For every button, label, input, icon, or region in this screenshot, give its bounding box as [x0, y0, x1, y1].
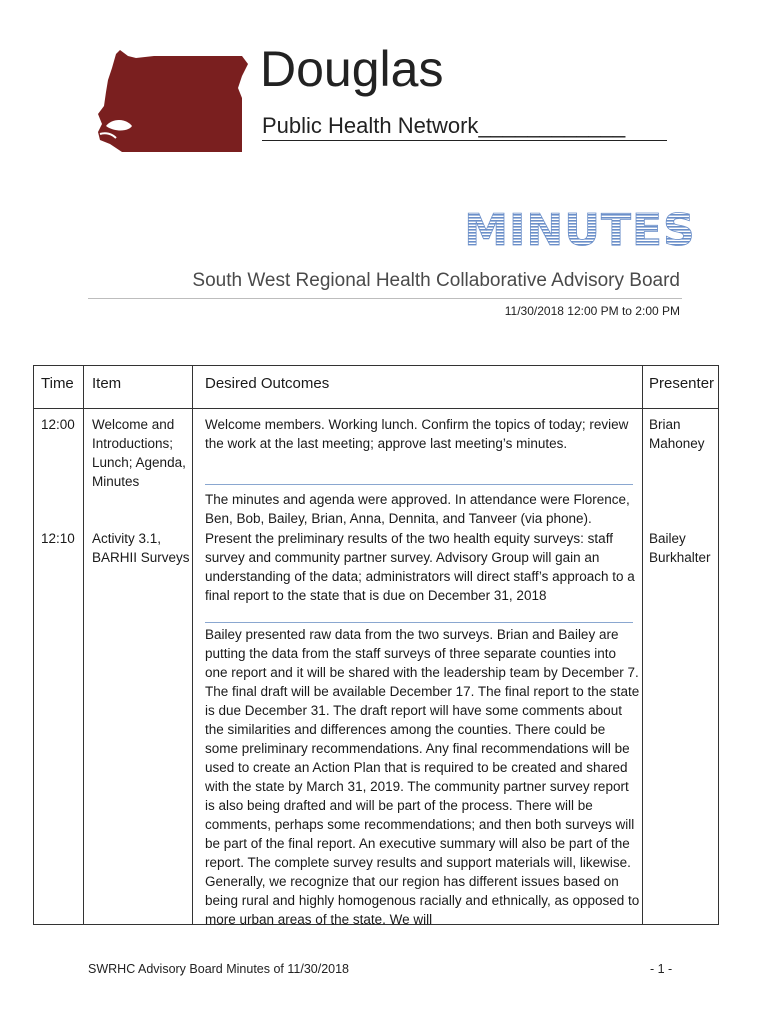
subtitle-underline: ____________ — [478, 113, 626, 138]
agenda-table — [33, 365, 719, 925]
row-1-result: The minutes and agenda were approved. In attendance were Florence, Ben, Bob, Bailey, Brian, Anna, Dennita, and Tanveer (via phone). — [205, 492, 630, 526]
org-title: Douglas — [260, 41, 444, 97]
row-2-presenter: Bailey Burkhalter — [649, 531, 711, 565]
footer-page-number: - 1 - — [650, 962, 673, 976]
org-subtitle-text: Public Health Network — [262, 113, 479, 138]
row-1-time: 12:00 — [41, 417, 75, 432]
column-header-item: Item — [92, 375, 122, 392]
minutes-heading — [464, 205, 696, 256]
board-divider — [88, 298, 682, 299]
outcome-separator — [205, 622, 633, 623]
outcome-separator — [205, 484, 633, 485]
minutes-heading-text: MINUTES — [464, 205, 696, 256]
row-1-presenter: Brian Mahoney — [649, 417, 705, 451]
column-header-presenter: Presenter — [649, 375, 715, 392]
meeting-datetime: 11/30/2018 12:00 PM to 2:00 PM — [504, 304, 680, 318]
column-divider — [642, 366, 643, 924]
header-row-divider — [34, 408, 718, 409]
oregon-map-logo — [92, 48, 252, 152]
row-2-time: 12:10 — [41, 531, 75, 546]
org-subtitle — [262, 112, 667, 141]
column-divider — [192, 366, 193, 924]
column-header-time: Time — [41, 375, 74, 392]
row-1-item: Welcome and Introductions; Lunch; Agenda, Minutes — [92, 417, 186, 489]
row-1-desired-outcome: Welcome members. Working lunch. Confirm the topics of today; review the work at the last meeting; approve last meeting’s minutes. — [205, 417, 629, 451]
column-divider — [83, 366, 84, 924]
row-2-item: Activity 3.1, BARHII Surveys — [92, 531, 190, 565]
footer-document-label: SWRHC Advisory Board Minutes of 11/30/2018 — [88, 962, 350, 976]
row-2-result: Bailey presented raw data from the two surveys. Brian and Bailey are putting the data from the staff surveys of three separate counties into one report and it will be shared with the leadership team by December 7. The final draft will be available December 17. The final report to the state is due December 31. The draft report will have some comments about the similarities and differences among the counties. There could be some preliminary recommendations. Any final recommendations will be used to create an Action Plan that is required to be created and shared with the state by March 31, 2019. The community partner survey report is also being drafted and will be part of the process. There will be comments, perhaps some recommendations; and then both surveys will be part of the final report. An executive summary will also be part of the report. The complete survey results and support materials will, likewise. Generally, we recognize that our region has different issues based on being rural and highly homogenous racially and ethnically, as opposed to more urban areas of the state. We will — [205, 627, 640, 927]
row-2-desired-outcome: Present the preliminary results of the two health equity surveys: staff survey and community partner survey. Advisory Group will gain an understanding of the data; administrators will direct staff’s approach to a final report to the state that is due on December 31, 2018 — [205, 531, 635, 603]
column-header-desired-outcomes: Desired Outcomes — [205, 375, 330, 392]
board-name: South West Regional Health Collaborative Advisory Board — [192, 270, 680, 291]
